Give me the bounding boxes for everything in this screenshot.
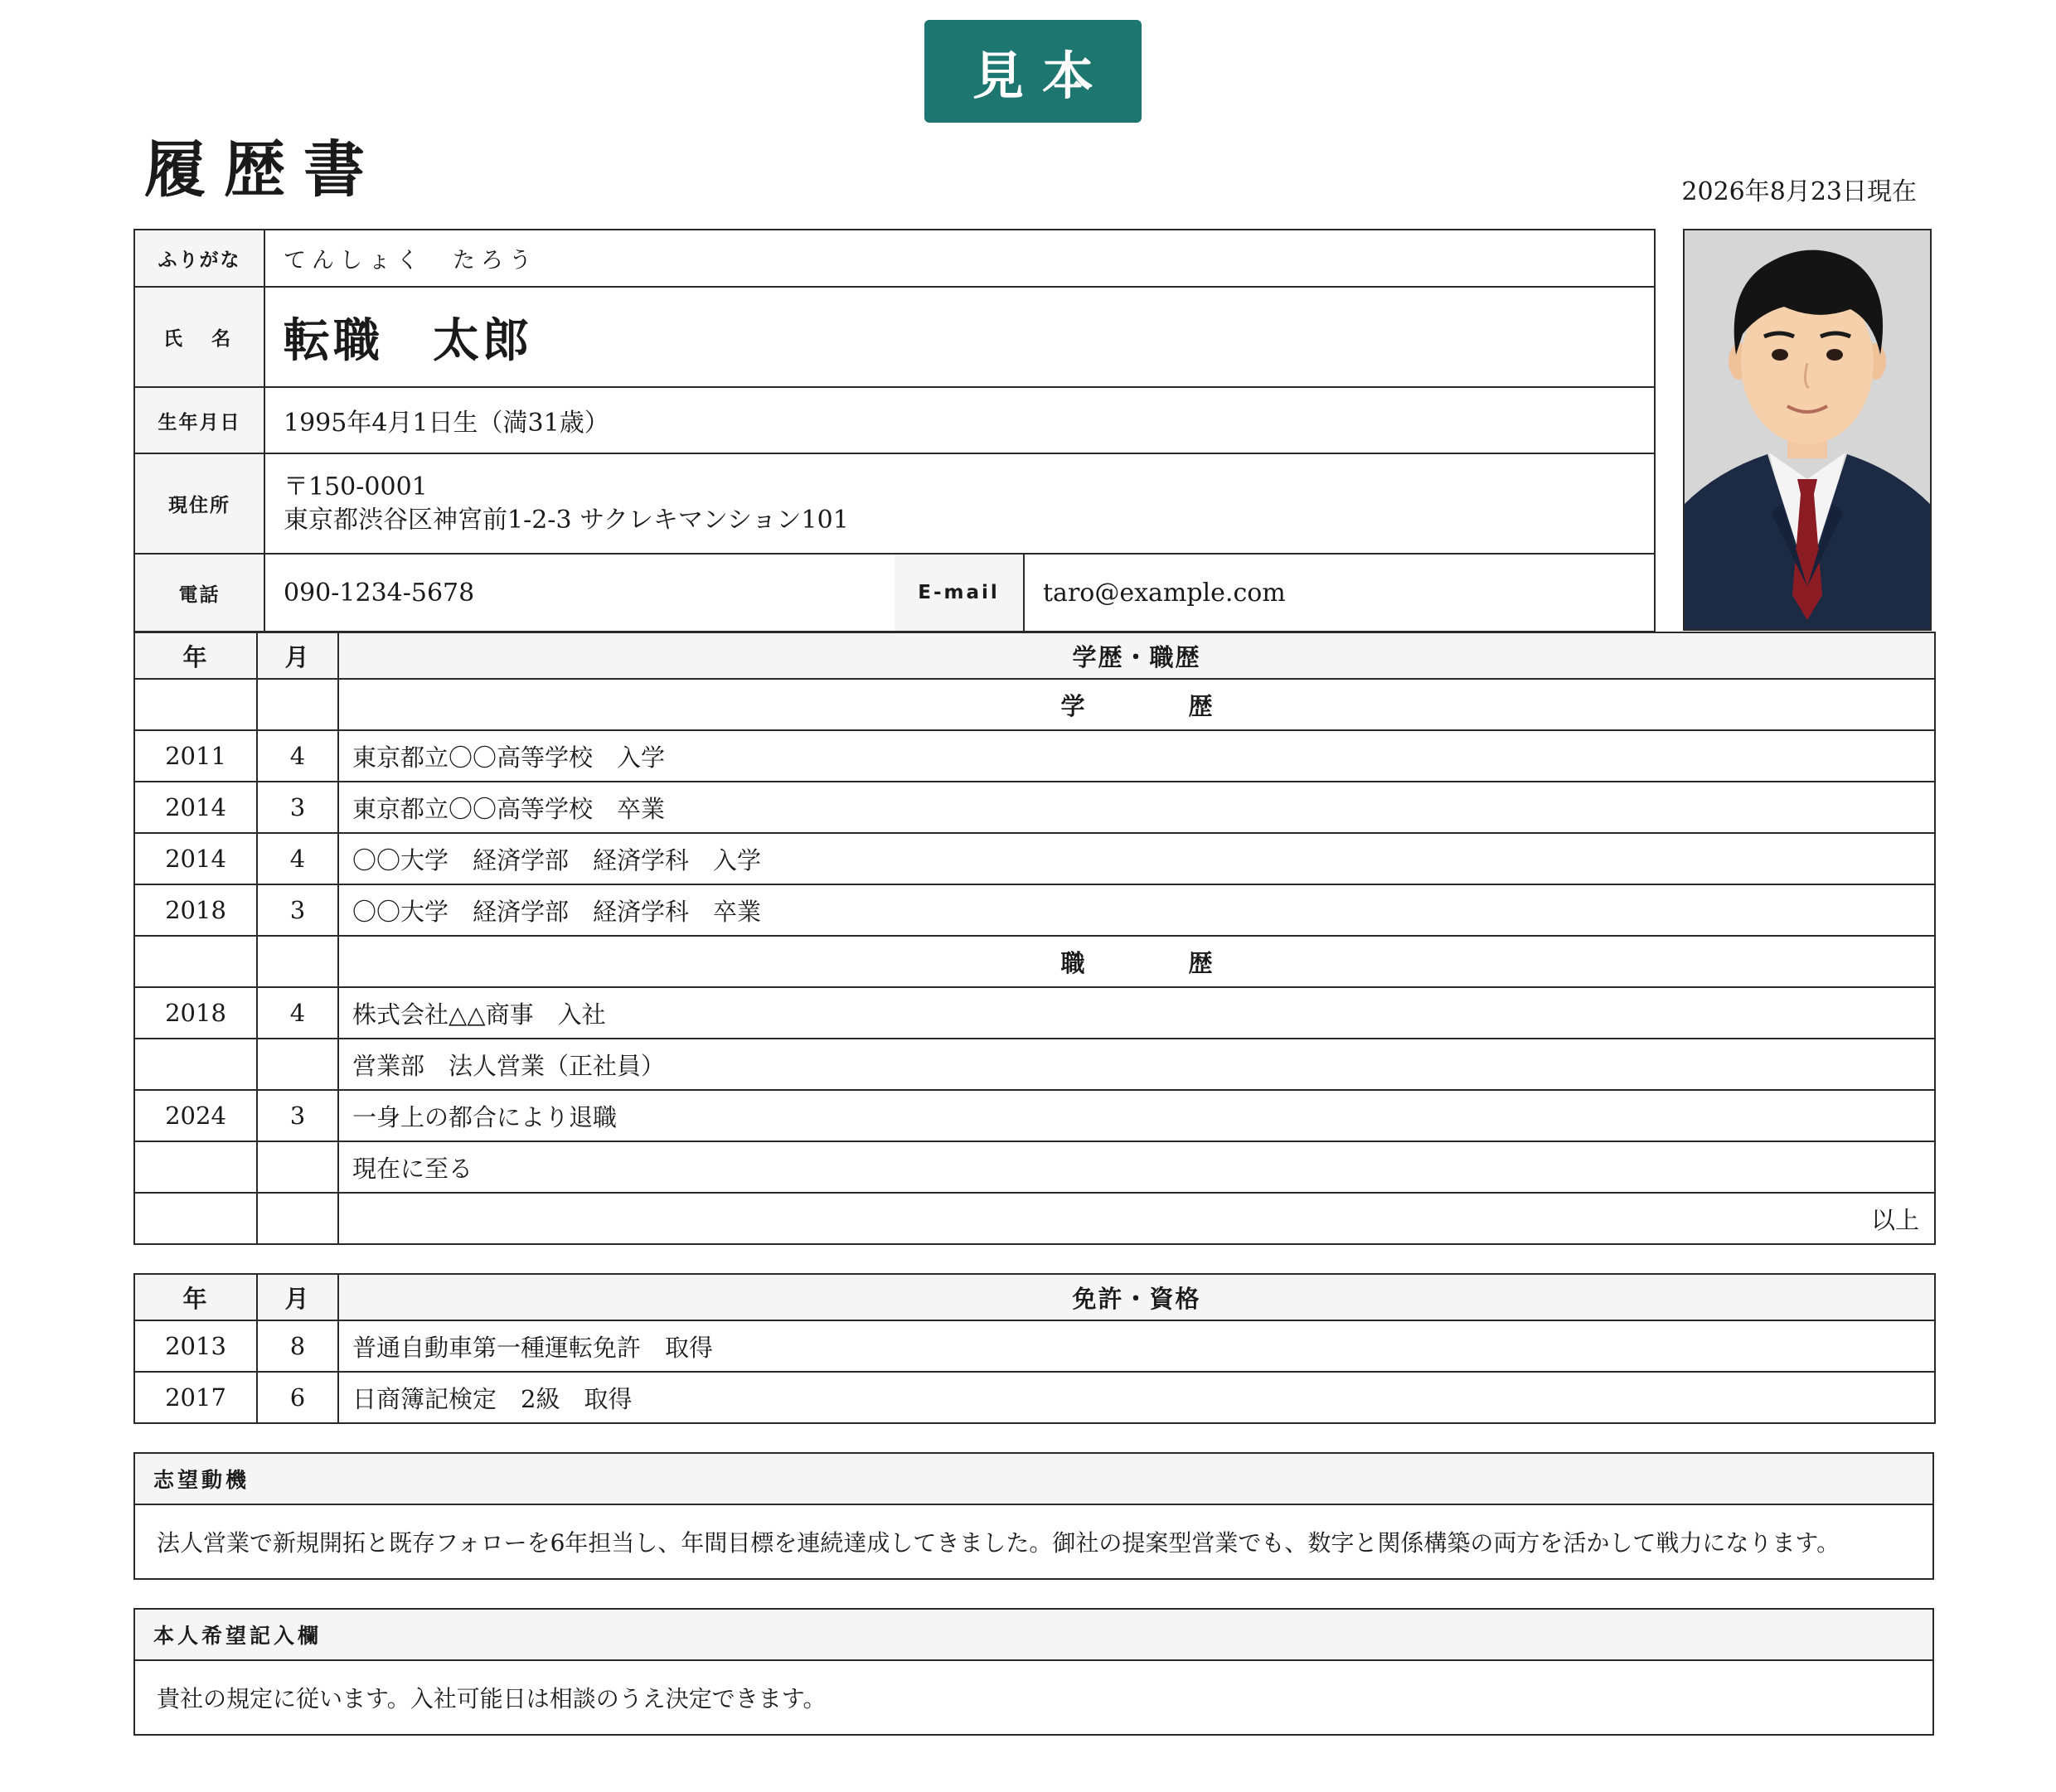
table-row bbox=[134, 1090, 1935, 1141]
motivation-text: 法人営業で新規開拓と既存フォローを6年担当し、年間目標を連続達成してきました。御社の提案型営業でも、数字と関係構築の両方を活かして戦力になります。 bbox=[157, 1529, 1840, 1557]
month-cell bbox=[257, 1141, 338, 1193]
license-content-header: 免許・資格 bbox=[338, 1274, 1935, 1320]
year-cell: 2024 bbox=[134, 1090, 257, 1141]
year-cell: 2018 bbox=[134, 987, 257, 1039]
month-cell: 4 bbox=[257, 833, 338, 884]
email-value: taro@example.com bbox=[1024, 554, 1655, 632]
history-year-header: 年 bbox=[134, 632, 257, 679]
entry-cell: 〇〇大学 経済学部 経済学科 卒業 bbox=[338, 884, 1935, 936]
entry-cell: 〇〇大学 経済学部 経済学科 入学 bbox=[338, 833, 1935, 884]
furigana-label: ふりがな bbox=[134, 230, 264, 287]
name-label: 氏 名 bbox=[134, 287, 264, 387]
furigana-value: てんしょく たろう bbox=[264, 230, 1655, 287]
address-value bbox=[264, 453, 1655, 554]
table-row bbox=[134, 987, 1935, 1039]
portrait-illustration bbox=[1685, 230, 1930, 629]
table-row bbox=[134, 884, 1935, 936]
name-value: 転職 太郎 bbox=[264, 287, 1655, 387]
year-cell: 2014 bbox=[134, 833, 257, 884]
table-cell bbox=[134, 1193, 257, 1244]
requests-heading: 本人希望記入欄 bbox=[135, 1610, 1932, 1661]
table-row bbox=[134, 833, 1935, 884]
license-year-header: 年 bbox=[134, 1274, 257, 1320]
table-cell bbox=[257, 1193, 338, 1244]
year-cell bbox=[134, 1141, 257, 1193]
requests-text: 貴社の規定に従います。入社可能日は相談のうえ決定できます。 bbox=[157, 1685, 827, 1712]
month-cell: 4 bbox=[257, 730, 338, 782]
end-mark: 以上 bbox=[338, 1193, 1935, 1244]
year-cell: 2018 bbox=[134, 884, 257, 936]
table-row bbox=[134, 730, 1935, 782]
year-cell bbox=[134, 1039, 257, 1090]
motivation-heading: 志望動機 bbox=[135, 1454, 1932, 1505]
year-cell: 2017 bbox=[134, 1372, 257, 1423]
table-row bbox=[134, 1039, 1935, 1090]
month-cell: 6 bbox=[257, 1372, 338, 1423]
table-cell bbox=[134, 936, 257, 987]
phone-value: 090-1234-5678 bbox=[264, 554, 895, 632]
month-cell: 3 bbox=[257, 1090, 338, 1141]
history-content-header: 学歴・職歴 bbox=[338, 632, 1935, 679]
month-cell: 3 bbox=[257, 782, 338, 833]
email-label: E-mail bbox=[895, 554, 1024, 632]
entry-cell: 一身上の都合により退職 bbox=[338, 1090, 1935, 1141]
id-photo bbox=[1683, 229, 1932, 631]
motivation-section bbox=[133, 1452, 1934, 1580]
entry-cell: 日商簿記検定 2級 取得 bbox=[338, 1372, 1935, 1423]
table-row bbox=[134, 782, 1935, 833]
document-title: 履歴書 bbox=[144, 134, 383, 206]
education-heading: 学 歴 bbox=[338, 679, 1935, 730]
education-work-history-table bbox=[133, 632, 1936, 1245]
work-heading: 職 歴 bbox=[338, 936, 1935, 987]
entry-cell: 営業部 法人営業（正社員） bbox=[338, 1039, 1935, 1090]
sample-stamp: 見本 bbox=[924, 20, 1142, 123]
entry-cell: 株式会社△△商事 入社 bbox=[338, 987, 1935, 1039]
history-month-header: 月 bbox=[257, 632, 338, 679]
month-cell bbox=[257, 1039, 338, 1090]
license-month-header: 月 bbox=[257, 1274, 338, 1320]
table-cell bbox=[257, 936, 338, 987]
month-cell: 8 bbox=[257, 1320, 338, 1372]
postal-code: 〒150-0001 bbox=[284, 472, 428, 501]
personal-requests-section bbox=[133, 1608, 1934, 1736]
address-label: 現住所 bbox=[134, 453, 264, 554]
entry-cell: 東京都立〇〇高等学校 入学 bbox=[338, 730, 1935, 782]
birthdate-label: 生年月日 bbox=[134, 387, 264, 453]
year-cell: 2014 bbox=[134, 782, 257, 833]
table-row bbox=[134, 1372, 1935, 1423]
entry-cell: 普通自動車第一種運転免許 取得 bbox=[338, 1320, 1935, 1372]
licenses-table bbox=[133, 1273, 1936, 1424]
table-cell bbox=[257, 679, 338, 730]
table-row bbox=[134, 1141, 1935, 1193]
street-address: 東京都渋谷区神宮前1-2-3 サクレキマンション101 bbox=[284, 505, 849, 535]
phone-label: 電話 bbox=[134, 554, 264, 632]
month-cell: 4 bbox=[257, 987, 338, 1039]
birthdate-value: 1995年4月1日生（満31歳） bbox=[264, 387, 1655, 453]
entry-cell: 現在に至る bbox=[338, 1141, 1935, 1193]
year-cell: 2013 bbox=[134, 1320, 257, 1372]
entry-cell: 東京都立〇〇高等学校 卒業 bbox=[338, 782, 1935, 833]
table-row bbox=[134, 1320, 1935, 1372]
as-of-date: 2026年8月23日現在 bbox=[1681, 177, 1917, 206]
table-cell bbox=[134, 679, 257, 730]
month-cell: 3 bbox=[257, 884, 338, 936]
year-cell: 2011 bbox=[134, 730, 257, 782]
personal-info-table bbox=[133, 229, 1656, 632]
